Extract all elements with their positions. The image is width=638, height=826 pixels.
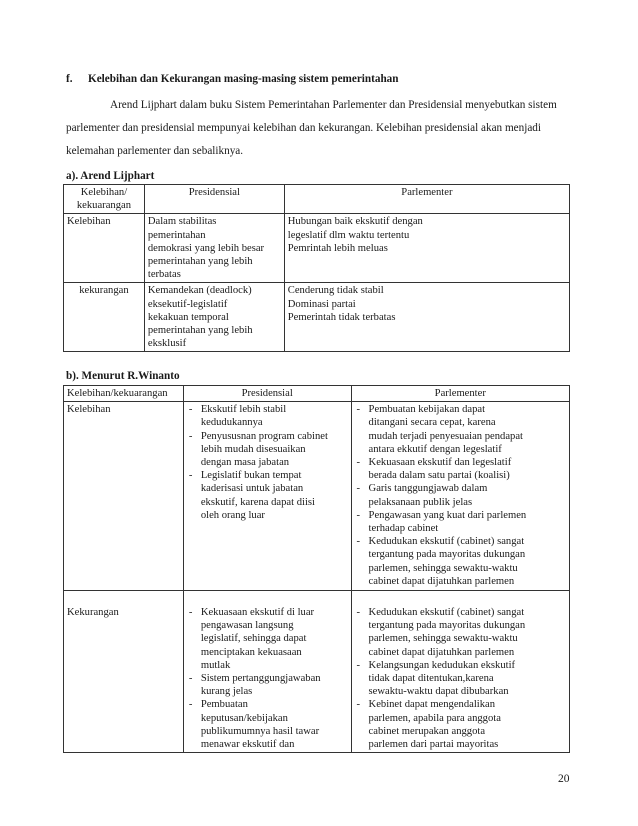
cell-line: pemerintahan yang lebih <box>147 325 253 337</box>
bullet-item <box>355 482 566 508</box>
bullet-list <box>355 403 566 588</box>
bullet-item <box>355 456 566 482</box>
header-cell: Presidensial <box>183 386 351 402</box>
cell-line: Pemerintah tidak terbatas <box>287 311 396 323</box>
table-row <box>64 591 570 753</box>
item-line: mudah terjadi penyesuaian pendapat <box>368 430 523 442</box>
item-line: parlemen, apabila para anggota <box>368 712 501 724</box>
header-cell: Presidensial <box>144 185 284 214</box>
item-line: menciptakan kekuasaan <box>200 646 302 658</box>
item-line: tergantung pada mayoritas dukungan <box>368 549 526 561</box>
cell-line: Dalam stabilitas <box>147 216 217 228</box>
item-line: cabinet dapat dijatuhkan parlemen <box>368 646 515 658</box>
item-line: oleh orang luar <box>200 509 265 521</box>
bullet-item <box>187 698 348 751</box>
header-cell: Parlementer <box>351 386 569 402</box>
item-line: tergantung pada mayoritas dukungan <box>368 620 526 632</box>
table-header-row <box>64 386 570 402</box>
parlementer-cell <box>351 402 569 591</box>
item-line: kedudukannya <box>200 417 263 429</box>
item-line: - Kebinet dapat mengendalikan <box>368 699 496 711</box>
header-cell: Kelebihan/kekuarangan <box>64 386 184 402</box>
item-line: - Ekskutif lebih stabil <box>200 404 287 416</box>
bullet-list <box>187 606 348 751</box>
bullet-item <box>355 509 566 535</box>
bullet-item <box>355 659 566 699</box>
item-line: ditangani secara cepat, karena <box>368 417 496 429</box>
cell-line: pemerintahan <box>147 229 206 241</box>
cell-line: Dominasi partai <box>287 298 356 310</box>
section-heading <box>66 73 399 85</box>
bullet-item <box>355 403 566 456</box>
item-line: - Kelangsungan kedudukan ekskutif <box>368 659 516 671</box>
row-label-cell: Kelebihan <box>64 214 145 283</box>
item-line: pelaksanaan publik jelas <box>368 496 473 508</box>
item-line: cabinet merupakan anggota <box>368 725 486 737</box>
item-line: - Pembuatan kebijakan dapat <box>368 404 486 416</box>
item-line: antara ekkutif dengan legeslatif <box>368 443 502 455</box>
presidensial-cell <box>144 214 284 283</box>
item-line: legislatif, sehingga dapat <box>200 633 307 645</box>
row-label-cell: Kelebihan <box>64 402 184 591</box>
table-r-winanto <box>63 385 570 753</box>
cell-line: Pemrintah lebih meluas <box>287 242 388 254</box>
bullet-item <box>187 403 348 429</box>
item-line: - Penyususnan program cabinet <box>200 430 328 442</box>
bullet-item <box>187 469 348 522</box>
cell-line: Hubungan baik ekskutif dengan <box>287 216 423 228</box>
section-number: f. <box>66 73 73 85</box>
item-line: tidak dapat ditentukan,karena <box>368 673 494 685</box>
cell-line: terbatas <box>147 269 181 281</box>
bullet-list <box>355 606 566 751</box>
item-line: - Kekuasaan ekskutif dan legeslatif <box>368 457 512 469</box>
parlementer-cell <box>351 591 569 753</box>
bullet-item <box>187 606 348 672</box>
cell-line: Kemandekan (deadlock) <box>147 285 252 297</box>
item-line: parlemen dari partai mayoritas <box>368 739 499 751</box>
cell-line: pemerintahan yang lebih <box>147 256 253 268</box>
header-cell: Kelebihan/ kekuarangan <box>64 185 145 214</box>
table-row <box>64 402 570 591</box>
cell-line: Cenderung tidak stabil <box>287 285 384 297</box>
item-line: - Garis tanggungjawab dalam <box>368 483 488 495</box>
table-header-row <box>64 185 570 214</box>
table-arend-lijphart <box>63 184 570 352</box>
presidensial-cell <box>183 591 351 753</box>
bullet-item <box>355 535 566 588</box>
item-line: - Kedudukan ekskutif (cabinet) sangat <box>368 607 525 619</box>
item-line: pengawasan langsung <box>200 620 294 632</box>
item-line: kurang jelas <box>200 686 253 698</box>
table-row <box>64 283 570 352</box>
parlementer-cell <box>284 283 569 352</box>
table-b-title: b). Menurut R.Winanto <box>66 370 180 382</box>
page-number: 20 <box>558 773 570 785</box>
item-line: parlemen, sehingga sewaktu-waktu <box>368 562 518 574</box>
item-line: dengan masa jabatan <box>200 457 290 469</box>
intro-paragraph <box>66 94 576 163</box>
bullet-item <box>187 672 348 698</box>
item-line: mutlak <box>200 659 231 671</box>
item-line: keputusan/kebijakan <box>200 712 288 724</box>
cell-line: eksekutif-legislatif <box>147 298 228 310</box>
item-line: menawar ekskutif dan <box>200 739 295 751</box>
bullet-item <box>355 606 566 659</box>
item-line: publikumumnya hasil tawar <box>200 725 320 737</box>
item-line: berada dalam satu partai (koalisi) <box>368 470 510 482</box>
bullet-list <box>187 403 348 522</box>
item-line: terhadap cabinet <box>368 523 439 535</box>
table-row <box>64 214 570 283</box>
header-cell: Parlementer <box>284 185 569 214</box>
item-line: - Kekuasaan ekskutif di luar <box>200 607 315 619</box>
presidensial-cell <box>144 283 284 352</box>
item-line: ekskutif, karena dapat diisi <box>200 496 315 508</box>
cell-line: kekakuan temporal <box>147 311 229 323</box>
row-label-cell: Kekurangan <box>64 591 184 753</box>
item-line: cabinet dapat dijatuhkan parlemen <box>368 575 515 587</box>
cell-line: demokrasi yang lebih besar <box>147 242 265 254</box>
parlementer-cell <box>284 214 569 283</box>
intro-text: Arend Lijphart dalam buku Sistem Pemerintahan Parlementer dan Presidensial menyebutkan sistem parlementer dan presidensial mempunyai kelebihan dan kekurangan. Kelebihan presidensial akan menjadi kelemahan parlementer dan sebaliknya. <box>66 99 557 157</box>
item-line: - Pengawasan yang kuat dari parlemen <box>368 509 527 521</box>
item-line: - Pembuatan <box>200 699 248 711</box>
presidensial-cell <box>183 402 351 591</box>
bullet-item <box>187 430 348 470</box>
section-title: Kelebihan dan Kekurangan masing-masing sistem pemerintahan <box>88 73 399 85</box>
bullet-item <box>355 698 566 751</box>
item-line: - Sistem pertanggungjawaban <box>200 673 321 685</box>
item-line: - Legislatif bukan tempat <box>200 470 302 482</box>
item-line: kaderisasi untuk jabatan <box>200 483 304 495</box>
cell-line: eksklusif <box>147 338 187 350</box>
cell-line: legeslatif dlm waktu tertentu <box>287 229 410 241</box>
row-label-cell: kekurangan <box>64 283 145 352</box>
item-line: parlemen, sehingga sewaktu-waktu <box>368 633 518 645</box>
item-line: lebih mudah disesuaikan <box>200 443 306 455</box>
table-a-title: a). Arend Lijphart <box>66 170 155 182</box>
item-line: sewaktu-waktu dapat dibubarkan <box>368 686 509 698</box>
item-line: - Kedudukan ekskutif (cabinet) sangat <box>368 536 525 548</box>
